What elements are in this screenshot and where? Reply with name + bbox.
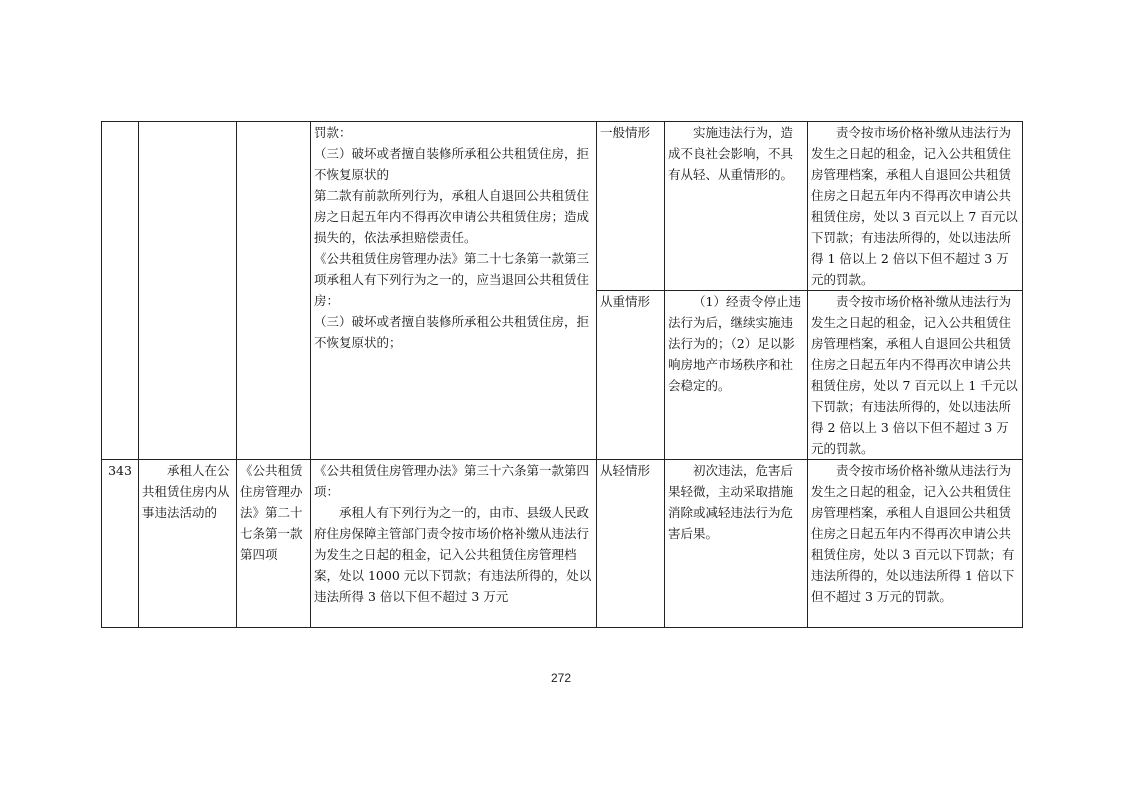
law-text-line: 《公共租赁住房管理办法》第三十六条第一款第四项：: [314, 463, 590, 499]
item-cell-empty: [139, 122, 237, 460]
law-text-line: （三）破坏或者擅自装修所承租公共租赁住房，拒不恢复原状的: [314, 146, 590, 182]
penalty-standards-table: [101, 121, 1023, 628]
law-text-line: 罚款：: [314, 125, 352, 140]
law-text-line: 第二款有前款所列行为，承租人自退回公共租赁住房之日起五年内不得再次申请公共租赁住房；造成损失的，依法承担赔偿责任。: [314, 188, 590, 245]
law-text-line: 《公共租赁住房管理办法》第二十七条第一款第三项承租人有下列行为之一的，应当退回公共租赁住房：: [314, 251, 590, 308]
circumstance-cell: 从重情形: [597, 291, 665, 460]
item-cell: 承租人在公共租赁住房内从事违法活动的: [139, 460, 237, 628]
number-cell: 343: [102, 460, 139, 628]
table-row: [102, 122, 1023, 291]
number-cell-empty: [102, 122, 139, 460]
penalty-cell: 责令按市场价格补缴从违法行为发生之日起的租金，记入公共租赁住房管理档案，承租人自退回公共租赁住房之日起五年内不得再次申请公共租赁住房，处以 7 百元以上 1 千元以下罚款；有违法所得的，处以违法所得 2 倍以上 3 倍以下但不超过 3 万元的罚款。: [808, 291, 1023, 460]
basis-cell: 《公共租赁住房管理办法》第二十七条第一款第四项: [237, 460, 311, 628]
condition-cell: 初次违法，危害后果轻微，主动采取措施消除或减轻违法行为危害后果。: [665, 460, 808, 628]
circumstance-cell: 一般情形: [597, 122, 665, 291]
law-text-cell: [311, 460, 597, 628]
law-text-line: 承租人有下列行为之一的，由市、县级人民政府住房保障主管部门责令按市场价格补缴从违法行为发生之日起的租金，记入公共租赁住房管理档案，处以 1000 元以下罚款；有违法所得的，处以违法所得 3 倍以下但不超过 3 万元: [314, 505, 592, 604]
page-number: 272: [550, 671, 572, 685]
penalty-cell: 责令按市场价格补缴从违法行为发生之日起的租金，记入公共租赁住房管理档案，承租人自退回公共租赁住房之日起五年内不得再次申请公共租赁住房，处以 3 百元以下罚款；有违法所得的，处以违法所得 1 倍以下但不超过 3 万元的罚款。: [808, 460, 1023, 628]
condition-cell: 实施违法行为，造成不良社会影响，不具有从轻、从重情形的。: [665, 122, 808, 291]
table-row: [102, 460, 1023, 628]
circumstance-cell: 从轻情形: [597, 460, 665, 628]
law-text-cell: [311, 122, 597, 460]
condition-cell: （1）经责令停止违法行为后，继续实施违法行为的；（2）足以影响房地产市场秩序和社会稳定的。: [665, 291, 808, 460]
penalty-cell: 责令按市场价格补缴从违法行为发生之日起的租金，记入公共租赁住房管理档案，承租人自退回公共租赁住房之日起五年内不得再次申请公共租赁住房，处以 3 百元以上 7 百元以下罚款；有违法所得的，处以违法所得 1 倍以上 2 倍以下但不超过 3 万元的罚款。: [808, 122, 1023, 291]
law-text-line: （三）破坏或者擅自装修所承租公共租赁住房，拒不恢复原状的；: [314, 314, 590, 350]
basis-cell-empty: [237, 122, 311, 460]
